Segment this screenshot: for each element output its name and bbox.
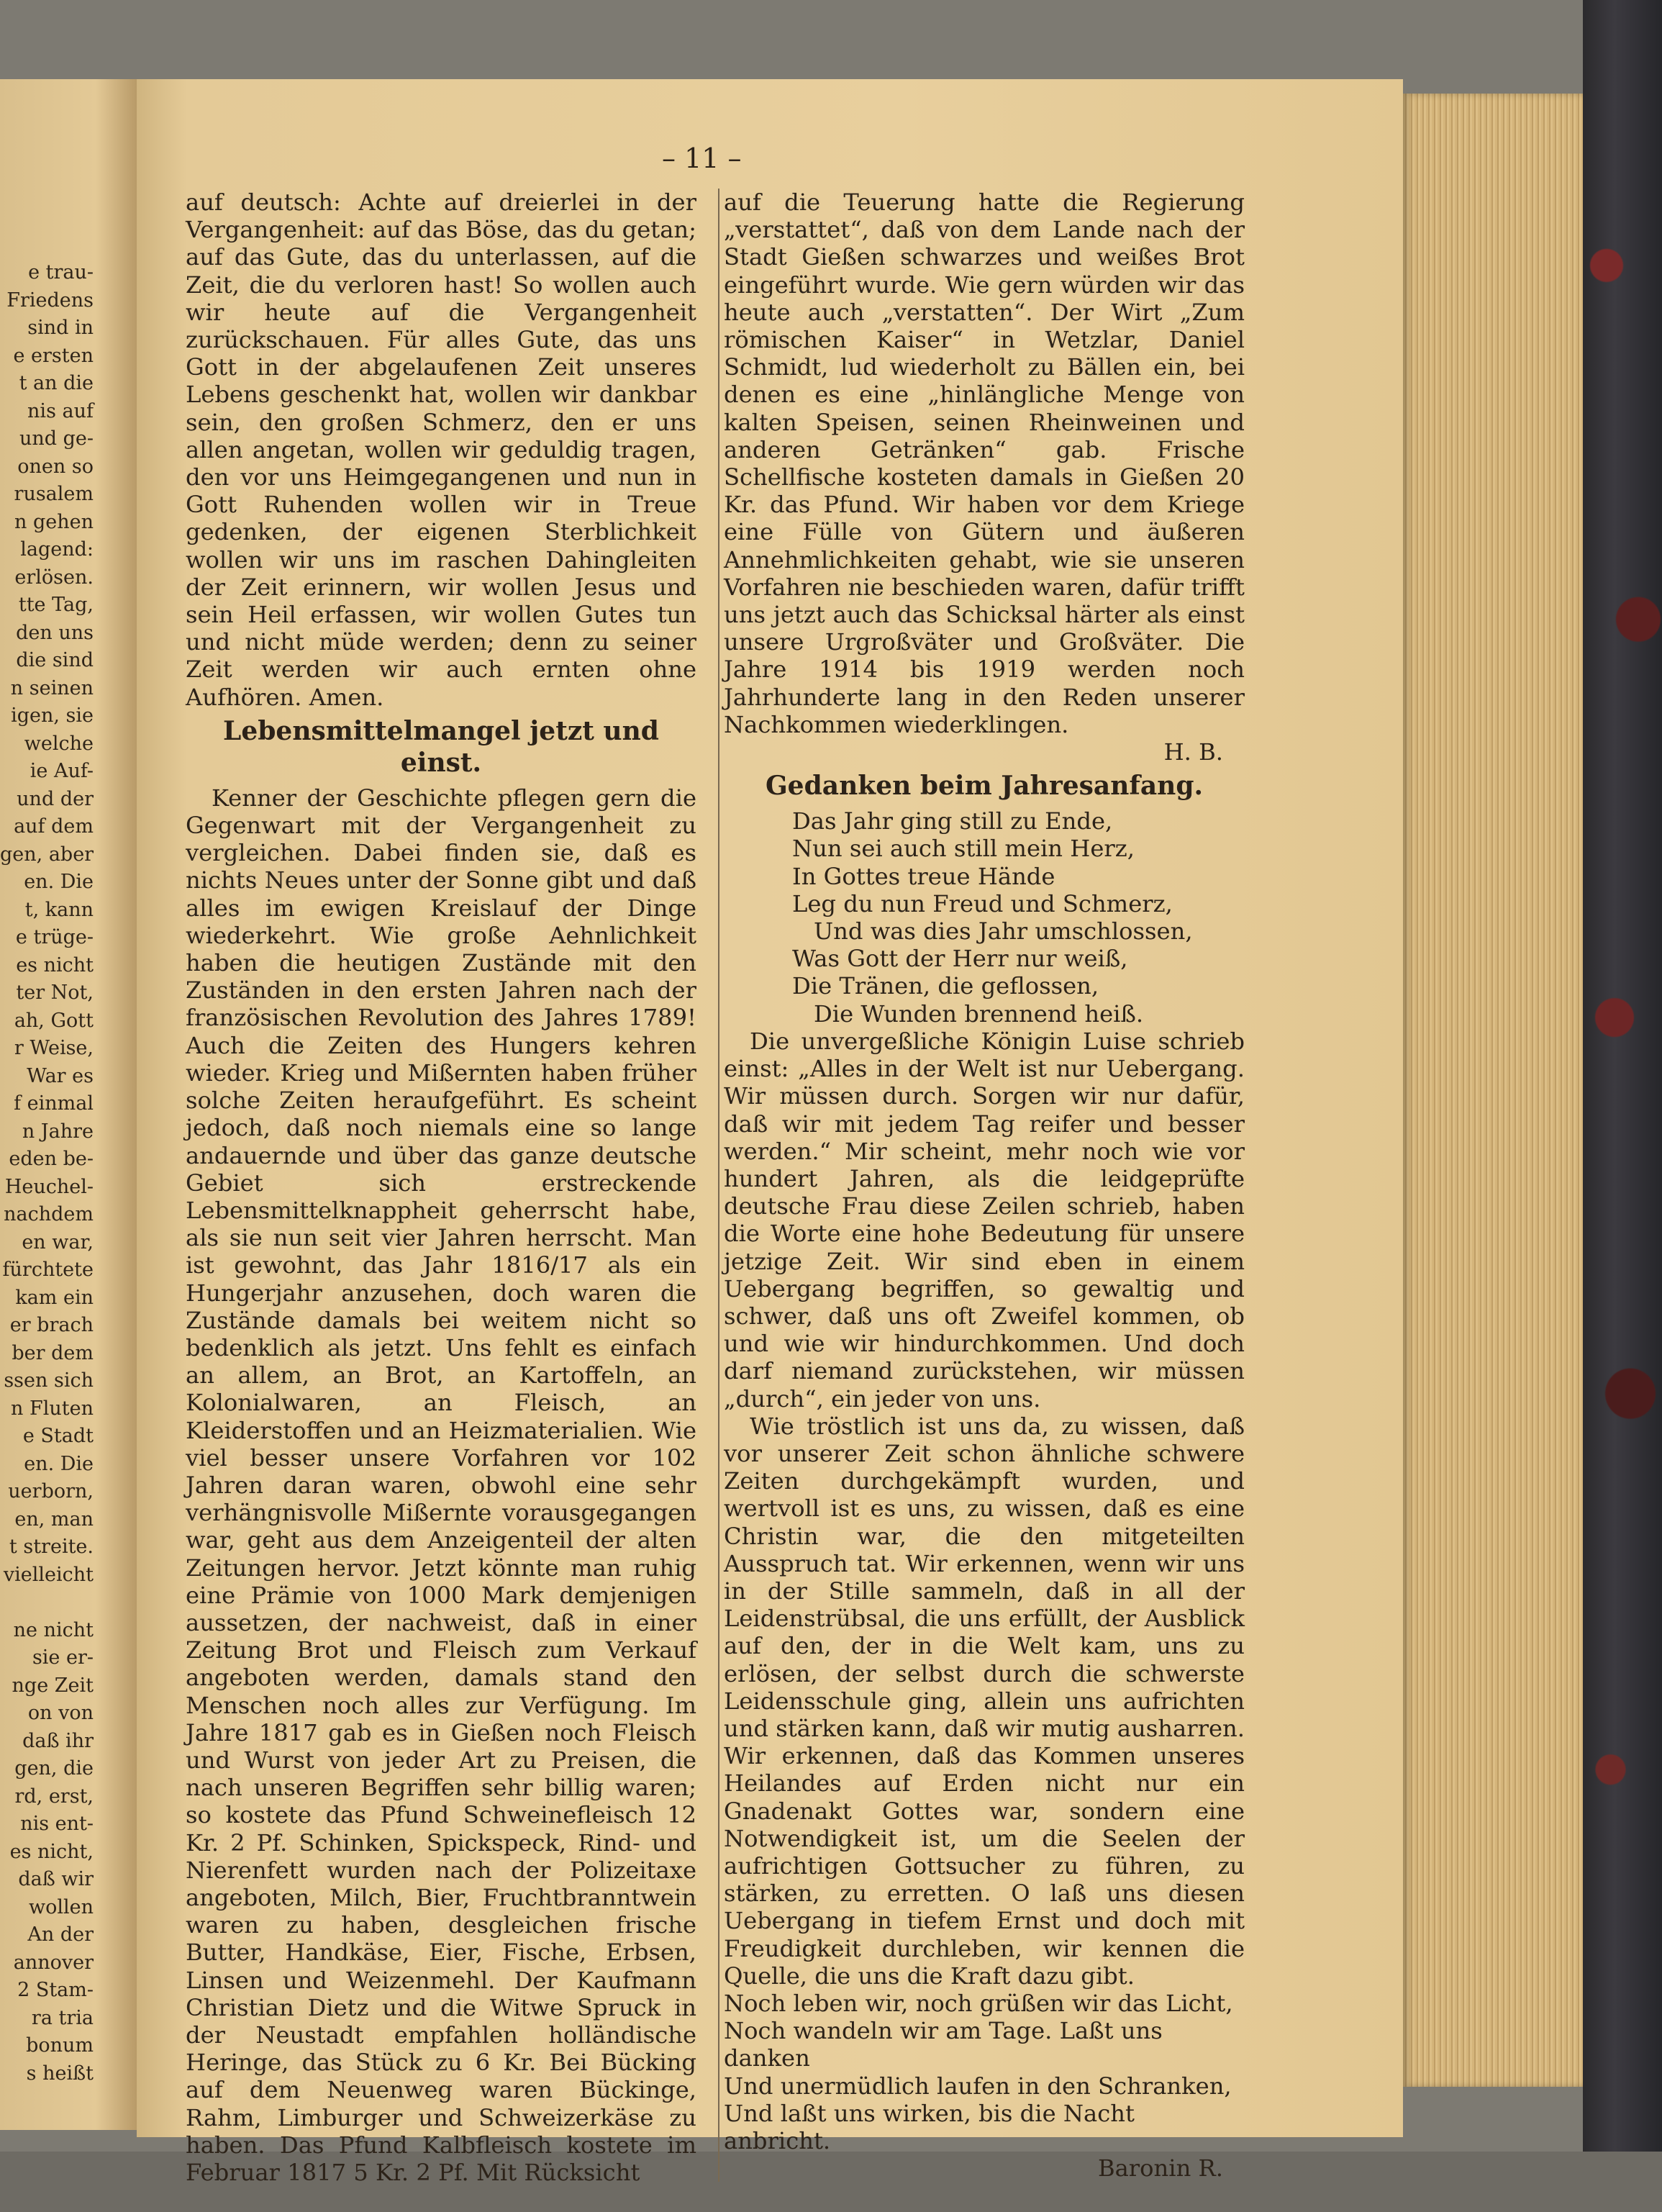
left-page-line: t streite.	[9, 1536, 94, 1558]
left-page-line: s heißt	[26, 2062, 94, 2085]
essay-signature: Baronin R.	[1097, 2154, 1223, 2182]
left-page-line: fürchtete	[2, 1259, 94, 1281]
poem-line: Nun sei auch still mein Herz,	[792, 835, 1135, 863]
left-page-line: sind in	[27, 317, 94, 339]
essay-paragraph: Wie tröstlich ist uns da, zu wissen, daß vor unserer Zeit schon ähnliche schwere Zeiten durchgekämpft wurden, und wertvoll ist es uns, zu wissen, daß es eine Christin war, die den mitgeteilten Ausspruch tat. Wir erkennen, wenn wir uns in der Stille sammeln, daß in all der Leidenstrübsal, die uns erfüllt, der Ausblick auf den, der in die Welt kam, uns zu erlösen, der selbst durch die schwerste Leidensschule ging, allein uns aufrichten und stärken kann, daß wir mutig ausharren. Wir erkennen, daß das Kommen unseres Heilandes auf Erden nicht nur ein Gnadenakt Gottes war, sondern eine Notwendigkeit ist, um die Seelen der aufrichtigen Gottsucher zu führen, zu stärken, zu erretten. O laß uns diesen Uebergang in tiefem Ernst und doch mit Freudigkeit durchleben, wir kennen die Quelle, die uns die Kraft dazu gibt.	[724, 1412, 1245, 1990]
left-page-line: er brach	[9, 1314, 94, 1336]
left-page-line: erlösen.	[14, 566, 94, 589]
left-page-line: rusalem	[14, 483, 94, 505]
left-page-line: en. Die	[24, 871, 94, 893]
verse-line: Und laßt uns wirken, bis die Nacht anbricht.	[724, 2099, 1135, 2155]
left-page-line: rd, erst,	[14, 1785, 94, 1808]
left-page-line: f einmal	[14, 1092, 94, 1115]
essay-paragraph: Die unvergeßliche Königin Luise schrieb einst: „Alles in der Welt ist nur Uebergang. Wir müssen durch. Sorgen wir nur dafür, daß wir mit jedem Tag reifer und besser werden.“ Mir scheint, mehr noch wie vor hundert Jahren, als die leidgeprüfte deutsche Frau diese Zeilen schrieb, haben die Worte eine hohe Bedeutung für unsere jetzige Zeit. Wir sind eben in einem Uebergang begriffen, so gewaltig und schwer, daß uns oft Zweifel kommen, ob und wie wir hindurchkommen. Und doch darf niemand zurückstehen, wir müssen „durch“, ein jeder von uns.	[724, 1027, 1245, 1413]
verse-line: Noch leben wir, noch grüßen wir das Licht,	[724, 1990, 1233, 2017]
page-number: – 11 –	[662, 142, 742, 174]
left-page-line: ra tria	[31, 2006, 94, 2029]
left-page-line: en, man	[14, 1508, 94, 1531]
poem-line: Die Tränen, die geflossen,	[792, 972, 1099, 1000]
closing-verse	[724, 1990, 1245, 2154]
left-page-line: es nicht,	[9, 1840, 94, 1863]
left-page-line: ber dem	[12, 1341, 94, 1364]
left-page-line: en. Die	[24, 1452, 94, 1475]
left-page-line: t an die	[19, 372, 94, 394]
poem	[724, 807, 1245, 1028]
left-page-line: on von	[27, 1702, 94, 1724]
left-page-line: die sind	[16, 649, 94, 671]
left-page-line: e trau-	[28, 261, 94, 284]
left-page-line: 2 Stam-	[17, 1979, 94, 2001]
left-page-line: ssen sich	[4, 1369, 94, 1392]
article-heading: Lebensmittelmangel jetzt und einst.	[223, 715, 659, 778]
left-page-line: auf dem	[14, 815, 94, 838]
left-page	[0, 79, 141, 2130]
left-page-line: en war,	[22, 1230, 94, 1254]
left-page-line: lagend:	[20, 538, 94, 561]
poem-line: Was Gott der Herr nur weiß,	[792, 945, 1128, 973]
left-page-line: es nicht	[16, 953, 94, 976]
marbled-cover	[1583, 0, 1662, 2212]
poem-line: In Gottes treue Hände	[792, 862, 1055, 890]
left-column	[186, 189, 696, 2186]
left-page-line: n gehen	[14, 510, 94, 533]
left-page-line: bonum	[26, 2034, 94, 2057]
left-page-line: vielleicht	[3, 1563, 94, 1586]
poem-line: Die Wunden brennend heiß.	[814, 1000, 1144, 1028]
left-page-line: n Jahre	[22, 1120, 94, 1143]
left-page-line: gen, die	[14, 1757, 94, 1780]
left-page-line: n Fluten	[11, 1397, 94, 1420]
left-page-line: ah, Gott	[14, 1009, 94, 1032]
left-page-line: uerborn,	[8, 1480, 94, 1502]
left-page-line: annover	[13, 1951, 94, 1974]
article-continuation: auf die Teuerung hatte die Regierung „verstattet“, daß von dem Lande nach der Stadt Gießen schwarzes und weißes Brot eingeführt wurde. Wie gern würden wir das heute auch „verstatten“. Der Wirt „Zum römischen Kaiser“ in Wetzlar, Daniel Schmidt, lud wiederholt zu Bällen ein, bei denen es eine „hinlängliche Menge von kalten Speisen, seinen Rheinweinen und anderen Getränken“ gab. Frische Schellfische kosteten damals in Gießen 20 Kr. das Pfund. Wir haben vor dem Kriege eine Fülle von Gütern und äußeren Annehmlichkeiten gehabt, wie sie unseren Vorfahren nie beschieden waren, dafür trifft uns jetzt auch das Schicksal härter als einst unsere Urgroßväter und Großväter. Die Jahre 1914 bis 1919 werden noch Jahrhunderte lang in den Reden unserer Nachkommen wiederklingen.	[724, 189, 1245, 738]
left-page-line: nachdem	[4, 1203, 94, 1225]
left-page-line: nis auf	[27, 399, 94, 422]
left-page-line: und der	[17, 787, 94, 810]
poem-heading: Gedanken beim Jahresanfang.	[765, 771, 1204, 802]
left-page-line: sie er-	[32, 1646, 94, 1669]
left-page-line: und ge-	[19, 427, 94, 450]
left-page-line: eden be-	[9, 1148, 94, 1170]
left-page-line: kam ein	[15, 1286, 94, 1309]
left-page-line: tte Tag,	[18, 594, 94, 616]
left-page-line: War es	[27, 1064, 94, 1087]
page-edges	[1403, 94, 1583, 2087]
left-page-line: daß wir	[18, 1868, 94, 1890]
left-page-line: e trüge-	[15, 926, 94, 948]
right-column	[718, 189, 1245, 2182]
left-page-line: t, kann	[24, 898, 94, 921]
left-page-line: gen, aber	[0, 843, 94, 866]
left-page-line: ter Not,	[16, 982, 94, 1004]
left-page-line: Heuchel-	[4, 1175, 94, 1198]
verse-line: Und unermüdlich laufen in den Schranken,	[724, 2072, 1232, 2100]
poem-line: Das Jahr ging still zu Ende,	[792, 807, 1113, 835]
left-page-line: n seinen	[10, 676, 94, 699]
left-page-line: nis ent-	[20, 1813, 94, 1835]
left-page-line: ie Auf-	[29, 760, 94, 782]
left-page-line	[0, 1589, 94, 1617]
left-page-line: welche	[24, 732, 94, 755]
sermon-ending: auf deutsch: Achte auf dreierlei in der Vergangenheit: auf das Böse, das du getan; auf das Gute, das du unterlassen, auf die Zeit, die du verloren hast! So wollen auch wir heute auf die Vergangenheit zurückschauen. Für alles Gute, das uns Gott in der abgelaufenen Zeit unseres Lebens geschenkt hat, wollen wir dankbar sein, den großen Schmerz, den er uns allen angetan, wollen wir geduldig tragen, den vor uns Heimgegangenen und nun in Gott Ruhenden wollen wir in Treue gedenken, der eigenen Sterblichkeit wollen wir uns im raschen Dahingleiten der Zeit erinnern, wir wollen Jesus und sein Heil erfassen, wir wollen Gutes tun und nicht müde werden; denn zu seiner Zeit werden wir auch ernten ohne Aufhören. Amen.	[186, 189, 696, 711]
article-signature: H. B.	[1163, 738, 1223, 766]
left-page-line: ne nicht	[13, 1618, 94, 1641]
left-page-line: igen, sie	[11, 704, 94, 727]
left-page-line: e Stadt	[22, 1425, 94, 1447]
left-page-line: nge Zeit	[12, 1674, 94, 1697]
verse-line: Noch wandeln wir am Tage. Laßt uns danken	[724, 2017, 1163, 2072]
left-page-line: Friedens	[6, 289, 94, 312]
left-page-line: den uns	[16, 621, 94, 644]
article-body: Kenner der Geschichte pflegen gern die Gegenwart mit der Vergangenheit zu vergleichen. Dabei finden sie, daß es nichts Neues unter der Sonne gibt und daß alles im ewigen Kreislauf der Dinge wiederkehrt. Wie große Aehnlichkeit haben die heutigen Zustände mit den Zuständen in den ersten Jahren nach der französischen Revolution des Jahres 1789! Auch die Zeiten des Hungers kehren wieder. Krieg und Mißernten haben früher solche Zeiten heraufgeführt. Es scheint jedoch, daß noch niemals eine so lange andauernde und über das ganze deutsche Gebiet sich erstreckende Lebensmittelknappheit geherrscht habe, als sie nun seit vier Jahren herrscht. Man ist gewohnt, das Jahr 1816/17 als ein Hungerjahr anzusehen, doch waren die Zustände damals bei weitem nicht so bedenklich als jetzt. Uns fehlt es einfach an allem, an Brot, an Kartoffeln, an Kolonialwaren, an Fleisch, an Kleiderstoffen und an Heizmaterialien. Wie viel besser unsere Vorfahren vor 102 Jahren daran waren, obwohl eine sehr verhängnisvolle Mißernte vorausgegangen war, geht aus dem Anzeigenteil der alten Zeitungen hervor. Jetzt könnte man ruhig eine Prämie von 1000 Mark demjenigen aussetzen, der nachweist, daß in einer Zeitung Brot und Fleisch zum Verkauf angeboten werden, damals stand den Menschen noch alles zur Verfügung. Im Jahre 1817 gab es in Gießen noch Fleisch und Wurst von jeder Art zu Preisen, die nach unseren Begriffen sehr billig waren; so kostete das Pfund Schweinefleisch 12 Kr. 2 Pf. Schinken, Spickspeck, Rind- und Nierenfett wurden nach der Polizeitaxe angeboten, Milch, Bier, Fruchtbranntwein waren zu haben, desgleichen frische Butter, Handkäse, Eier, Fische, Erbsen, Linsen und Weizenmehl. Der Kaufmann Christian Dietz und die Witwe Spruck in der Neustadt empfahlen holländische Heringe, das Stück zu 6 Kr. Bei Bücking auf dem Neuenweg waren Bückinge, Rahm, Limburger und Schweizerkäse zu haben. Das Pfund Kalbfleisch kostete im Februar 1817 5 Kr. 2 Pf. Mit Rücksicht	[186, 784, 696, 2187]
left-page-line: r Weise,	[14, 1037, 94, 1059]
poem-line: Und was dies Jahr umschlossen,	[814, 917, 1193, 946]
left-page-line: e ersten	[13, 344, 94, 367]
left-page-fragments	[0, 259, 94, 2088]
left-page-line: An der	[27, 1923, 94, 1946]
left-page-line: wollen	[28, 1895, 94, 1918]
left-page-line: onen so	[17, 455, 94, 478]
left-page-line: daß ihr	[22, 1729, 94, 1752]
poem-line: Leg du nun Freud und Schmerz,	[792, 889, 1173, 917]
